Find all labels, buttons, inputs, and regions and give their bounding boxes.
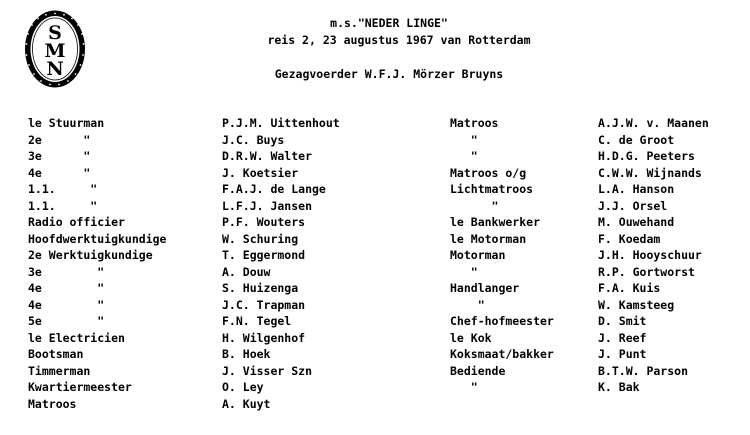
crew-rank: 4e "	[28, 297, 105, 312]
crew-name: S. Huizenga	[222, 281, 299, 295]
crew-rank: "	[450, 264, 478, 279]
crew-name: J. Punt	[598, 347, 647, 361]
crew-rank: "	[450, 198, 499, 213]
crew-rank: 2e Werktuigkundige	[28, 248, 153, 262]
crew-name: A.J.W. v. Maanen	[598, 116, 709, 130]
ship-name: m.s."NEDER LINGE"	[330, 16, 448, 30]
crew-rank: 1.1. "	[28, 198, 98, 213]
crew-name: D.R.W. Walter	[222, 149, 313, 163]
crew-name: J.C. Buys	[222, 132, 285, 147]
crew-rank: "	[450, 380, 478, 394]
crew-rank: Matroos	[450, 116, 499, 130]
crew-name: P.J.M. Uittenhout	[222, 116, 340, 130]
crew-rank: Timmerman	[28, 363, 91, 378]
crew-rank: 5e "	[28, 314, 105, 328]
crew-name: L.F.J. Jansen	[222, 198, 313, 213]
crew-name: H.D.G. Peeters	[598, 149, 695, 163]
crew-name: L.A. Hanson	[598, 182, 675, 196]
crew-name: J. Koetsier	[222, 165, 299, 180]
crew-name: C.W.W. Wijnands	[598, 165, 702, 180]
crew-rank: Bootsman	[28, 347, 84, 361]
crew-name: J. Visser Szn	[222, 363, 313, 378]
crew-name: J.J. Orsel	[598, 198, 668, 213]
crew-rank: Motorman	[450, 248, 506, 262]
crew-name: T. Eggermond	[222, 248, 306, 262]
crew-rank: Chef-hofmeester	[450, 314, 554, 328]
right-names-column	[598, 115, 709, 396]
left-ranks-column	[28, 115, 166, 412]
crew-name: B.T.W. Parson	[598, 363, 689, 378]
crew-rank: "	[450, 149, 478, 163]
crew-name: H. Wilgenhof	[222, 330, 306, 345]
crew-rank: Koksmaat/bakker	[450, 347, 554, 361]
right-ranks-column	[450, 115, 554, 396]
crew-rank: 3e "	[28, 264, 105, 279]
crew-name: J. Reef	[598, 330, 647, 345]
crew-rank: le Bankwerker	[450, 215, 541, 229]
crew-name: J.C. Trapman	[222, 297, 306, 312]
crew-rank: Radio officier	[28, 215, 125, 229]
crew-name: B. Hoek	[222, 347, 271, 361]
crew-rank: 1.1. "	[28, 182, 98, 196]
crew-name: A. Kuyt	[222, 396, 271, 411]
crew-rank: 4e "	[28, 165, 91, 180]
crew-name: P.F. Wouters	[222, 215, 306, 229]
crew-rank: Matroos o/g	[450, 165, 527, 180]
crew-name: F.N. Tegel	[222, 314, 292, 328]
crew-name: F.A. Kuis	[598, 281, 661, 295]
crew-rank: Kwartiermeester	[28, 380, 132, 394]
crew-rank: 4e "	[28, 281, 105, 295]
svg-text:N: N	[46, 58, 64, 80]
crew-rank: le Kok	[450, 330, 492, 345]
crew-name: J.H. Hooyschuur	[598, 248, 702, 262]
crew-name: M. Ouwehand	[598, 215, 675, 229]
crew-name: F. Koedam	[598, 231, 661, 246]
crew-rank: Lichtmatroos	[450, 182, 534, 196]
crew-rank: 3e "	[28, 149, 91, 163]
crew-name: O. Ley	[222, 380, 264, 394]
crew-rank: "	[450, 132, 478, 147]
crew-name: A. Douw	[222, 264, 271, 279]
crew-rank: le Stuurman	[28, 116, 105, 130]
captain-line: Gezagvoerder W.F.J. Mörzer Bruyns	[274, 67, 504, 81]
crew-rank: Handlanger	[450, 281, 520, 295]
crew-name: R.P. Gortworst	[598, 264, 695, 279]
voyage-info: reis 2, 23 augustus 1967 van Rotterdam	[267, 33, 531, 47]
crew-rank: Matroos	[28, 396, 77, 411]
crew-rank: le Motorman	[450, 231, 527, 246]
crew-rank: Hoofdwerktuigkundige	[28, 231, 167, 246]
crew-name: D. Smit	[598, 314, 647, 328]
crew-rank: 2e "	[28, 132, 91, 147]
crew-rank: le Electricien	[28, 330, 125, 345]
crew-name: W. Schuring	[222, 231, 299, 246]
crew-rank: "	[450, 297, 485, 312]
svg-text:S: S	[48, 22, 62, 44]
crew-name: C. de Groot	[598, 132, 675, 147]
left-names-column	[222, 115, 340, 412]
crew-name: F.A.J. de Lange	[222, 182, 326, 196]
crew-rank: Bediende	[450, 363, 506, 378]
svg-text:M: M	[44, 40, 66, 62]
crew-name: W. Kamsteeg	[598, 297, 675, 312]
crew-name: K. Bak	[598, 380, 640, 394]
